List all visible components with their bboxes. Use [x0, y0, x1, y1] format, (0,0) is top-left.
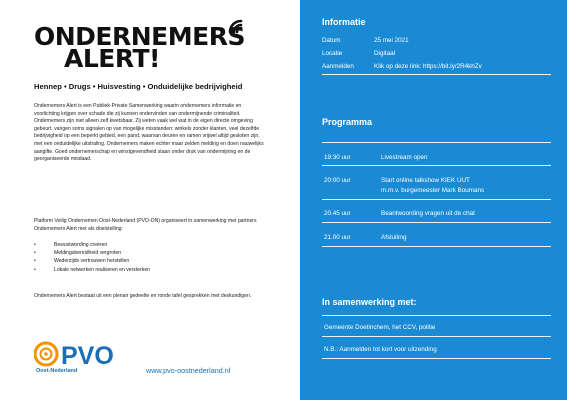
closing-paragraph: Ondernemers Alert bestaat uit een plenair gedeelte en ronde tafel gesprekken met deskundigen.	[34, 293, 252, 299]
intro-paragraph: Ondernemers Alert is een Publiek-Private Samenwerking waarin ondernemers informatie en voorlichting krijgen over schade die zij kunnen ondervinden van ondermijnende criminaliteit. Ondernemers zijn niet alleen zelf kwetsbaar. Zij weten vaak wel wat in de eigen directe omgeving gebeurt, vangen soms signalen op van mogelijke misstanden: winkels zonder klanten, veel dezelfde bedrijvigheid op een beperkt gebied, een pand, waarvan deuren en ramen vrijwel altijd gesloten zijn, met een onduidelijke uitstraling. Ondernemers maken echter maar zelden melding en doen nauwelijks aangifte. Goed ondernemerschap en winstgevendheid staan onder druk van ondermijning en de georganiseerde misdaad.	[34, 103, 264, 163]
event-logo-title	[34, 22, 245, 73]
programma-time-3: 20.45 uur	[324, 210, 351, 217]
info-value-datum: 25 mei 2021	[374, 37, 409, 44]
divider	[322, 199, 551, 200]
samenwerking-partners: Gemeente Doetinchem, het CCV, politie	[324, 324, 436, 331]
title-line-1: ONDERNEMERS	[34, 22, 245, 51]
divider	[322, 165, 551, 166]
programma-item-2-line-1: Start online talkshow KIEK UUT	[381, 177, 470, 184]
programma-time-4: 21.00 uur	[324, 234, 351, 241]
info-label-locatie: Locatie	[322, 50, 343, 57]
platform-paragraph: Platform Veilig Ondernemen Oost-Nederland (PVO-ON) organiseert in samenwerking met partners Ondernemers Alert met als doelstelling:	[34, 218, 257, 232]
programma-heading: Programma	[322, 117, 373, 127]
programma-item-2-line-2: m.m.v. burgemeester Mark Boumans	[381, 187, 485, 194]
programma-item-4: Afsluiting	[381, 234, 407, 241]
pvo-logo	[34, 340, 120, 368]
samenwerking-note: N.B.: Aanmelden tot kort voor uitzending	[324, 346, 437, 353]
info-value-aanmelden-link[interactable]: Klik op deze link: https://bit.ly/2R4khZv	[374, 63, 482, 70]
programma-item-1: Livestream open	[381, 154, 428, 161]
goals-list	[34, 241, 150, 274]
tagline: Hennep • Drugs • Huisvesting • Onduidelijke bedrijvigheid	[34, 82, 243, 91]
list-item: • Lokale netwerken realiseren en versterken	[34, 266, 150, 274]
website-link[interactable]: www.pvo-oostnederland.nl	[146, 366, 231, 375]
info-label-aanmelden: Aanmelden	[322, 63, 354, 70]
divider	[322, 358, 551, 359]
list-item: • Wederzijds vertrouwen herstellen	[34, 257, 150, 265]
pvo-logo-text: PVO	[61, 342, 114, 368]
signal-waves-icon	[228, 18, 254, 44]
programma-time-1: 19:30 uur	[324, 154, 351, 161]
samenwerking-heading: In samenwerking met:	[322, 297, 417, 307]
divider	[322, 222, 551, 223]
list-item: • Meldingsbereidheid vergroten	[34, 249, 150, 257]
pvo-logo-mark-icon	[34, 340, 120, 368]
pvo-logo-subtext: Oost-Nederland	[36, 368, 78, 374]
title-line-2: ALERT!	[64, 44, 160, 73]
divider	[322, 142, 551, 143]
programma-time-2: 20:00 uur	[324, 177, 351, 184]
info-value-locatie: Digitaal	[374, 50, 395, 57]
divider	[322, 246, 551, 247]
divider	[322, 315, 551, 316]
info-heading: Informatie	[322, 17, 366, 27]
programma-item-3: Beantwoording vragen uit de chat	[381, 210, 475, 217]
divider	[322, 336, 551, 337]
divider	[322, 74, 551, 75]
right-panel	[300, 0, 567, 400]
info-label-datum: Datum	[322, 37, 341, 44]
list-item: • Bewustwording creëren	[34, 241, 150, 249]
